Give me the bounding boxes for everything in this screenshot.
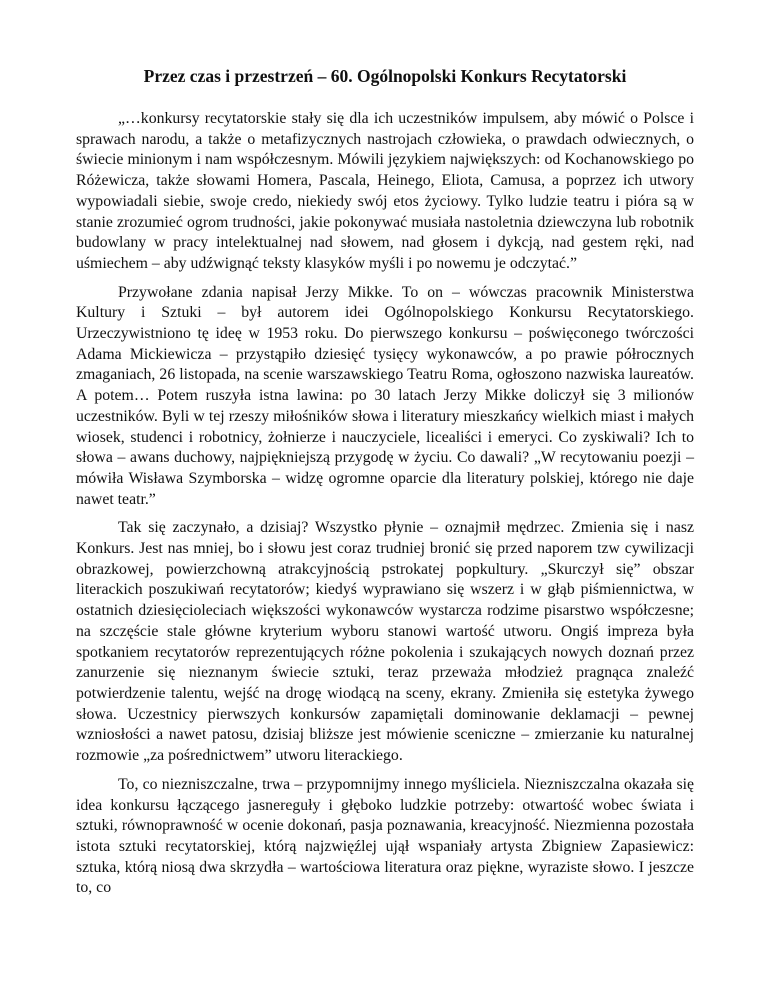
- paragraph-enduring: To, co niezniszczalne, trwa – przypomnijmy innego myśliciela. Niezniszczalna okazała się idea konkursu łączącego jasnereguły i głęboko ludzkie potrzeby: otwartość wobec świata i sztuki, równoprawność w ocenie dokonań, pasja poznawania, kreacyjność. Niezmienna pozostała istota sztuki recytatorskiej, którą najzwięźlej ujął wspaniały artysta Zbigniew Zapasiewicz: sztuka, którą niosą dwa skrzydła – wartościowa literatura oraz piękne, wyraziste słowo. I jeszcze to, co: [76, 775, 694, 897]
- paragraph-today: Tak się zaczynało, a dzisiaj? Wszystko płynie – oznajmił mędrzec. Zmienia się i nasz Konkurs. Jest nas mniej, bo i słowu jest coraz trudniej bronić się przed naporem tzw cywilizacji obrazkowej, powierzchowną atrakcyjnością pstrokatej popkultury. „Skurczył się” obszar literackich poszukiwań recytatorów; kiedyś wyprawiano się wszerz i w głąb piśmiennictwa, w ostatnich dziesięcioleciach większości wykonawców wystarcza rodzime pisarstwo współczesne; na szczęście stale główne kryterium wyboru stanowi wartość utworu. Ongiś impreza była spotkaniem recytatorów reprezentujących różne pokolenia i szukających nowych doznań przez zanurzenie się nieznanym świecie sztuki, teraz przeważa młodzież pragnąca znaleźć potwierdzenie talentu, wejść na drogę wiodącą na sceny, ekrany. Zmieniła się estetyka żywego słowa. Uczestnicy pierwszych konkursów zapamiętali dominowanie deklamacji – pewnej wzniosłości a nawet patosu, dzisiaj bliższe jest mówienie sceniczne – zmierzanie ku naturalnej rozmowie „za pośrednictwem” utworu literackiego.: [76, 519, 694, 765]
- document-page: [76, 66, 694, 907]
- document-title: Przez czas i przestrzeń – 60. Ogólnopolski Konkurs Recytatorski: [143, 66, 627, 86]
- paragraph-quote: „…konkursy recytatorskie stały się dla ich uczestników impulsem, aby mówić o Polsce i sprawach narodu, a także o metafizycznych nastrojach człowieka, o prawdach odwiecznych, o świecie minionym i nam współczesnym. Mówili językiem największych: od Kochanowskiego po Różewicza, także słowami Homera, Pascala, Heinego, Eliota, Camusa, a poprzez ich utwory wypowiadali siebie, swoje credo, niekiedy swój etos życiowy. Tylko ludzie teatru i pióra są w stanie zrozumieć ogrom trudności, jakie pokonywać musiała nastoletnia dziewczyna lub robotnik budowlany w pracy intelektualnej nad słowem, nad głosem i dykcją, nad gestem ręki, nad uśmiechem – aby udźwignąć teksty klasyków myśli i po nowemu je odczytać.”: [76, 110, 694, 272]
- paragraph-history: Przywołane zdania napisał Jerzy Mikke. To on – wówczas pracownik Ministerstwa Kultury i Sztuki – był autorem idei Ogólnopolskiego Konkursu Recytatorskiego. Urzeczywistniono tę ideę w 1953 roku. Do pierwszego konkursu – poświęconego twórczości Adama Mickiewicza – przystąpiło dziesięć tysięcy wykonawców, a po prawie półrocznych zmaganiach, 26 listopada, na scenie warszawskiego Teatru Roma, ogłoszono nazwiska laureatów. A potem… Potem ruszyła istna lawina: po 30 latach Jerzy Mikke doliczył się 3 milionów uczestników. Byli w tej rzeszy miłośników słowa i literatury mieszkańcy wielkich miast i małych wiosek, studenci i robotnicy, żołnierze i nauczyciele, licealiści i emeryci. Co zyskiwali? Ich to słowa – awans duchowy, najpiękniejszą przygodę w życiu. Co dawali? „W recytowaniu poezji – mówiła Wisława Szymborska – widzę ogromne oparcie dla literatury polskiej, którego nie daje nawet teatr.”: [76, 283, 694, 508]
